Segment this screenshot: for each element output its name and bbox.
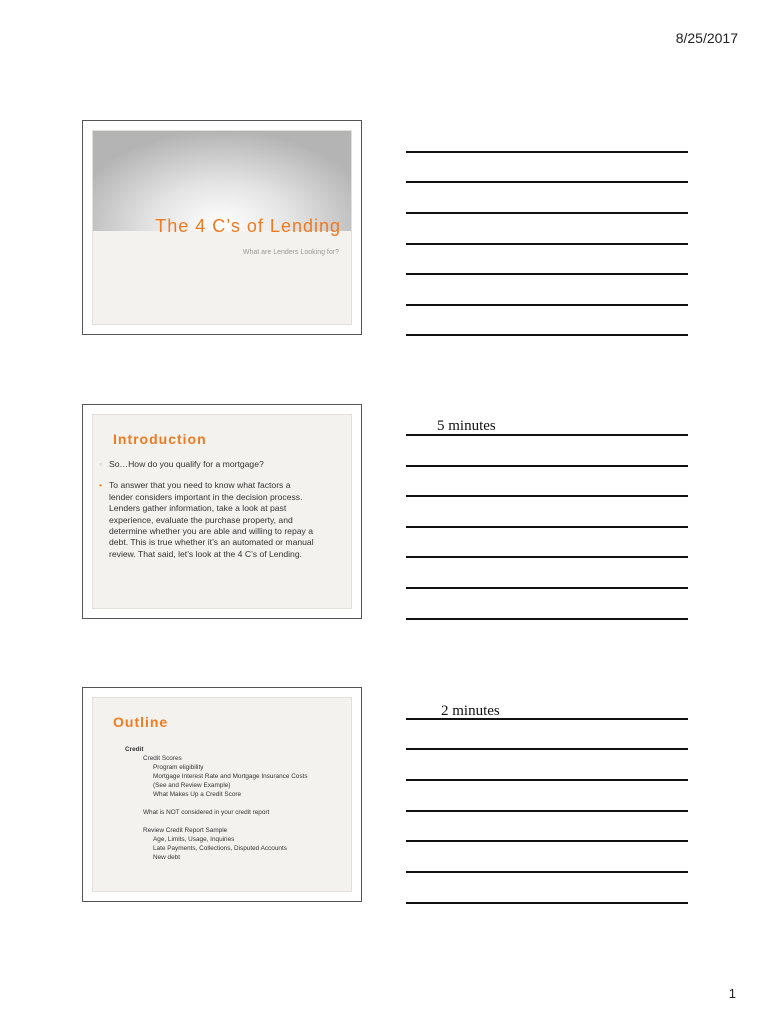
note-line[interactable] (406, 871, 688, 873)
slide-thumbnail-introduction (82, 404, 362, 619)
note-line[interactable] (406, 181, 688, 183)
bullet-item (99, 480, 315, 560)
note-duration-label: 5 minutes (437, 418, 496, 434)
bullet-item (99, 459, 315, 470)
outline-list (125, 745, 308, 862)
outline-item: What Makes Up a Credit Score (153, 791, 242, 798)
note-line[interactable] (406, 556, 688, 558)
slide-canvas (92, 697, 352, 892)
slide-canvas (92, 414, 352, 609)
page-date: 8/25/2017 (675, 30, 738, 46)
note-line[interactable] (406, 718, 688, 720)
outline-item: New debt (153, 854, 180, 861)
note-line[interactable] (406, 587, 688, 589)
note-line[interactable] (406, 151, 688, 153)
outline-item: Late Payments, Collections, Disputed Accounts (153, 845, 287, 852)
note-line[interactable] (406, 779, 688, 781)
slide-canvas (92, 130, 352, 325)
outline-item: Review Credit Report Sample (143, 827, 228, 834)
outline-item: Age, Limits, Usage, Inquiries (153, 836, 235, 843)
bullet-list (99, 459, 315, 570)
bullet-dot-icon: • (99, 480, 103, 491)
note-line[interactable] (406, 495, 688, 497)
outline-item: Credit (125, 746, 144, 753)
note-line[interactable] (406, 212, 688, 214)
note-line[interactable] (406, 526, 688, 528)
outline-item: What is NOT considered in your credit report (143, 809, 270, 816)
bullet-text: To answer that you need to know what factors a lender considers important in the decision process. Lenders gather information, take a look at past experience, evaluate the purchase property, and determine whether you are able and willing to repay a debt. This is true whether it’s an automated or manual review. That said, let’s look at the 4 C’s of Lending. (109, 480, 314, 559)
note-line[interactable] (406, 465, 688, 467)
note-line[interactable] (406, 304, 688, 306)
page-number: 1 (728, 986, 736, 1001)
slide-title: The 4 C’s of Lending (155, 216, 341, 236)
note-line[interactable] (406, 810, 688, 812)
note-line[interactable] (406, 334, 688, 336)
bullet-text: So…How do you qualify for a mortgage? (109, 459, 264, 469)
outline-item: Program eligibility (153, 764, 204, 771)
bullet-circle-icon: ◦ (99, 459, 103, 469)
outline-item: Mortgage Interest Rate and Mortgage Insurance Costs (153, 773, 308, 780)
note-line[interactable] (406, 902, 688, 904)
slide-subtitle: What are Lenders Looking for? (242, 249, 339, 256)
outline-item: Credit Scores (143, 755, 182, 762)
slide-heading: Introduction (113, 431, 207, 447)
note-line[interactable] (406, 748, 688, 750)
slide-thumbnail-outline (82, 687, 362, 902)
outline-item: (See and Review Example) (153, 782, 231, 789)
note-line[interactable] (406, 618, 688, 620)
note-duration-label: 2 minutes (441, 703, 500, 719)
note-line[interactable] (406, 840, 688, 842)
slide-thumbnail-title (82, 120, 362, 335)
note-line[interactable] (406, 434, 688, 436)
note-line[interactable] (406, 273, 688, 275)
slide-heading: Outline (113, 714, 169, 730)
note-line[interactable] (406, 243, 688, 245)
